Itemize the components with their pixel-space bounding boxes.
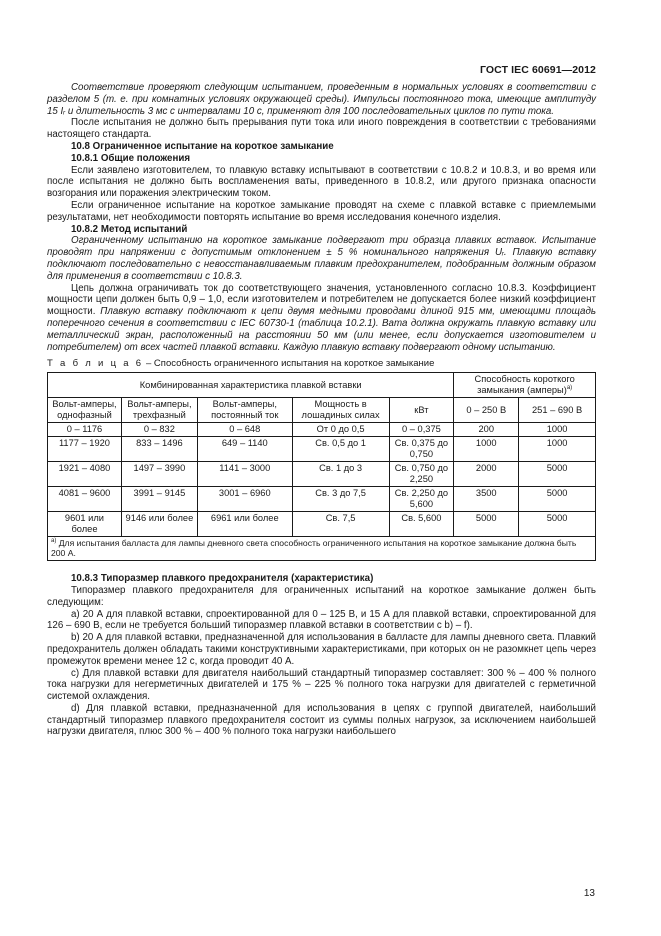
section-heading: 10.8.2 Метод испытаний: [71, 223, 188, 235]
table-cell: 649 – 1140: [197, 437, 292, 462]
table-caption-prefix: Т а б л и ц а 6: [47, 358, 144, 370]
table-cell: 1141 – 3000: [197, 462, 292, 487]
table-cell: 5000: [519, 462, 596, 487]
paragraph: d) Для плавкой вставки, предназначенной для использования в цепях с группой двигателей, наибольший стандартный типоразмер плавкого предохранителя состоит из суммы полных нагрузок, за исключением наибольшей нагрузки двигателя, плюс 300 % – 400 % полного тока нагрузки наибольшего: [47, 702, 596, 738]
table-cell: 1000: [454, 437, 519, 462]
table-cell: 3991 – 9145: [121, 487, 197, 512]
table-cell: Св. 5,600: [389, 512, 454, 537]
paragraph-circuit: [47, 283, 596, 354]
table-cell: 6961 или более: [197, 512, 292, 537]
table-row: [48, 487, 596, 512]
table-cell: 0 – 0,375: [389, 423, 454, 437]
table-cell: Св. 0,5 до 1: [292, 437, 389, 462]
table-caption: [47, 358, 596, 370]
top-text-block: [47, 82, 596, 283]
section-heading: 10.8.3 Типоразмер плавкого предохранителя (характеристика): [71, 573, 374, 585]
table-cell: 833 – 1496: [121, 437, 197, 462]
table-row: [48, 462, 596, 487]
paragraph-circuit-italic: Плавкую вставку подключают к цепи двумя медными проводами длиной 915 мм, имеющими площадь поперечного сечения в соответствии с IEC 60730-1 (таблица 10.2.1). Вата должна окружать плавкую вставку или металлический экран, расположенный на расстоянии 50 мм (или менее, если допускается изготовителем и потребителем) от всех частей плавкой вставки. Каждую плавкую вставку подвергают одному испытанию.: [47, 306, 596, 353]
table-cell: 1921 – 4080: [48, 462, 122, 487]
table-column-headers: [48, 398, 596, 423]
table-cell: Св. 2,250 до 5,600: [389, 487, 454, 512]
table-footnote-row: [48, 537, 596, 561]
short-circuit-table: [47, 372, 596, 561]
table-body: [48, 423, 596, 537]
table-cell: 5000: [519, 487, 596, 512]
table-column-header: 0 – 250 В: [454, 398, 519, 423]
footnote-mark: а): [51, 538, 57, 545]
table-cell: 5000: [519, 512, 596, 537]
table-group-header-rating: Комбинированная характеристика плавкой вставки: [48, 373, 454, 398]
table-row: [48, 512, 596, 537]
table-cell: 1177 – 1920: [48, 437, 122, 462]
table-row: [48, 423, 596, 437]
table-cell: 1497 – 3990: [121, 462, 197, 487]
section-heading: 10.8.1 Общие положения: [71, 152, 191, 164]
table-cell: Св. 0,750 до 2,250: [389, 462, 454, 487]
table-cell: 0 – 1176: [48, 423, 122, 437]
table-cell: Св. 0,375 до 0,750: [389, 437, 454, 462]
table-column-header: кВт: [389, 398, 454, 423]
bottom-text-block: [47, 573, 596, 738]
table-group-header-capacity: [454, 373, 596, 398]
table-column-header: Вольт-амперы, однофазный: [48, 398, 122, 423]
table-cell: Св. 3 до 7,5: [292, 487, 389, 512]
page-number: 13: [583, 888, 595, 899]
table-cell: 3500: [454, 487, 519, 512]
table-column-header: 251 – 690 В: [519, 398, 596, 423]
footnote-text: Для испытания балласта для лампы дневного света способность ограниченного испытания на короткое замыкание должна быть 200 А.: [51, 538, 577, 559]
paragraph: После испытания не должно быть прерывания пути тока или иного повреждения в соответствии с требованиями настоящего стандарта.: [47, 117, 596, 141]
table-cell: 0 – 648: [197, 423, 292, 437]
table-cell: 3001 – 6960: [197, 487, 292, 512]
paragraph: Если заявлено изготовителем, то плавкую вставку испытывают в соответствии с 10.8.2 и 10.8.3, и во время или после испытания не должно быть воспламенения ваты, приведенного в 10.8.2, или другого признака опасности возгорания или поражения электрическим током.: [47, 164, 596, 200]
capacity-header-label: Способность короткого замыкания (амперы): [474, 374, 575, 396]
table-cell: 5000: [454, 512, 519, 537]
table-footnote: [48, 537, 596, 561]
table-cell: 0 – 832: [121, 423, 197, 437]
table-cell: 2000: [454, 462, 519, 487]
table-cell: 9146 или более: [121, 512, 197, 537]
section-heading: 10.8 Ограниченное испытание на короткое замыкание: [71, 140, 334, 152]
page-body: [47, 62, 596, 738]
paragraph: Типоразмер плавкого предохранителя для ограниченных испытаний на короткое замыкание должен быть следующим:: [47, 584, 596, 608]
table-cell: Св. 1 до 3: [292, 462, 389, 487]
paragraph: а) 20 А для плавкой вставки, спроектированной для 0 – 125 В, и 15 А для плавкой вставки, спроектированной для 126 – 690 В, если не требуется больший типоразмер плавкой вставки в соответствии с b) – f).: [47, 608, 596, 632]
paragraph: Соответствие проверяют следующим испытанием, проведенным в нормальных условиях в соответствии с разделом 5 (т. е. при комнатных условиях окружающей среды). Импульсы постоянного тока, имеющие амплитуду 15 Iᵣ и длительность 3 мс с интервалами 10 с, применяют для 100 последовательных циклов по пути тока.: [47, 82, 596, 117]
table-column-header: Мощность в лошадиных силах: [292, 398, 389, 423]
table-caption-text: – Способность ограниченного испытания на короткое замыкание: [143, 358, 435, 370]
paragraph: с) Для плавкой вставки для двигателя наибольший стандартный типоразмер составляет: 300 % – 400 % полного тока нагрузки для негерметичных двигателей и 175 % – 225 % полного тока нагрузки для двигателей с герметичной системой охлаждения.: [47, 667, 596, 703]
capacity-header-note: а): [566, 385, 573, 392]
table-row: [48, 437, 596, 462]
table-cell: От 0 до 0,5: [292, 423, 389, 437]
table-cell: Св. 7,5: [292, 512, 389, 537]
table-column-header: Вольт-амперы, постоянный ток: [197, 398, 292, 423]
paragraph-circuit-normal: Цепь должна ограничивать ток до соответствующего значения, установленного согласно 10.8.3. Коэффициент мощности цепи должен быть 0,9 – 1,0, если изготовителем и потребителем не допускается более низкий коэффициент мощности.: [47, 282, 596, 318]
paragraph: Ограниченному испытанию на короткое замыкание подвергают три образца плавких вставок. Испытание проводят при напряжении с допустимым отклонением ± 5 % номинального напряжения Uᵣ. Плавкую вставку подключают последовательно с невосстанавливаемым плавким предохранителем, подобранным должным образом для применения в соответствии с 10.8.3.: [47, 235, 596, 282]
table-cell: 1000: [519, 423, 596, 437]
paragraph: Если ограниченное испытание на короткое замыкание проводят на схеме с плавкой вставке с приемлемыми результатами, нет необходимости повторять испытание во время исследования конечного изделия.: [47, 199, 596, 223]
paragraph: b) 20 А для плавкой вставки, предназначенной для использования в балласте для лампы дневного света. Плавкий предохранитель должен обладать такими конструктивными характеристиками, при которых он не разомкнет цепь через промежуток времени менее 12 с, когда проводит 40 А.: [47, 632, 596, 667]
table-cell: 1000: [519, 437, 596, 462]
table-cell: 9601 или более: [48, 512, 122, 537]
document-id: ГОСТ IEC 60691—2012: [479, 64, 596, 76]
table-cell: 4081 – 9600: [48, 487, 122, 512]
table-cell: 200: [454, 423, 519, 437]
table-column-header: Вольт-амперы, трехфазный: [121, 398, 197, 423]
